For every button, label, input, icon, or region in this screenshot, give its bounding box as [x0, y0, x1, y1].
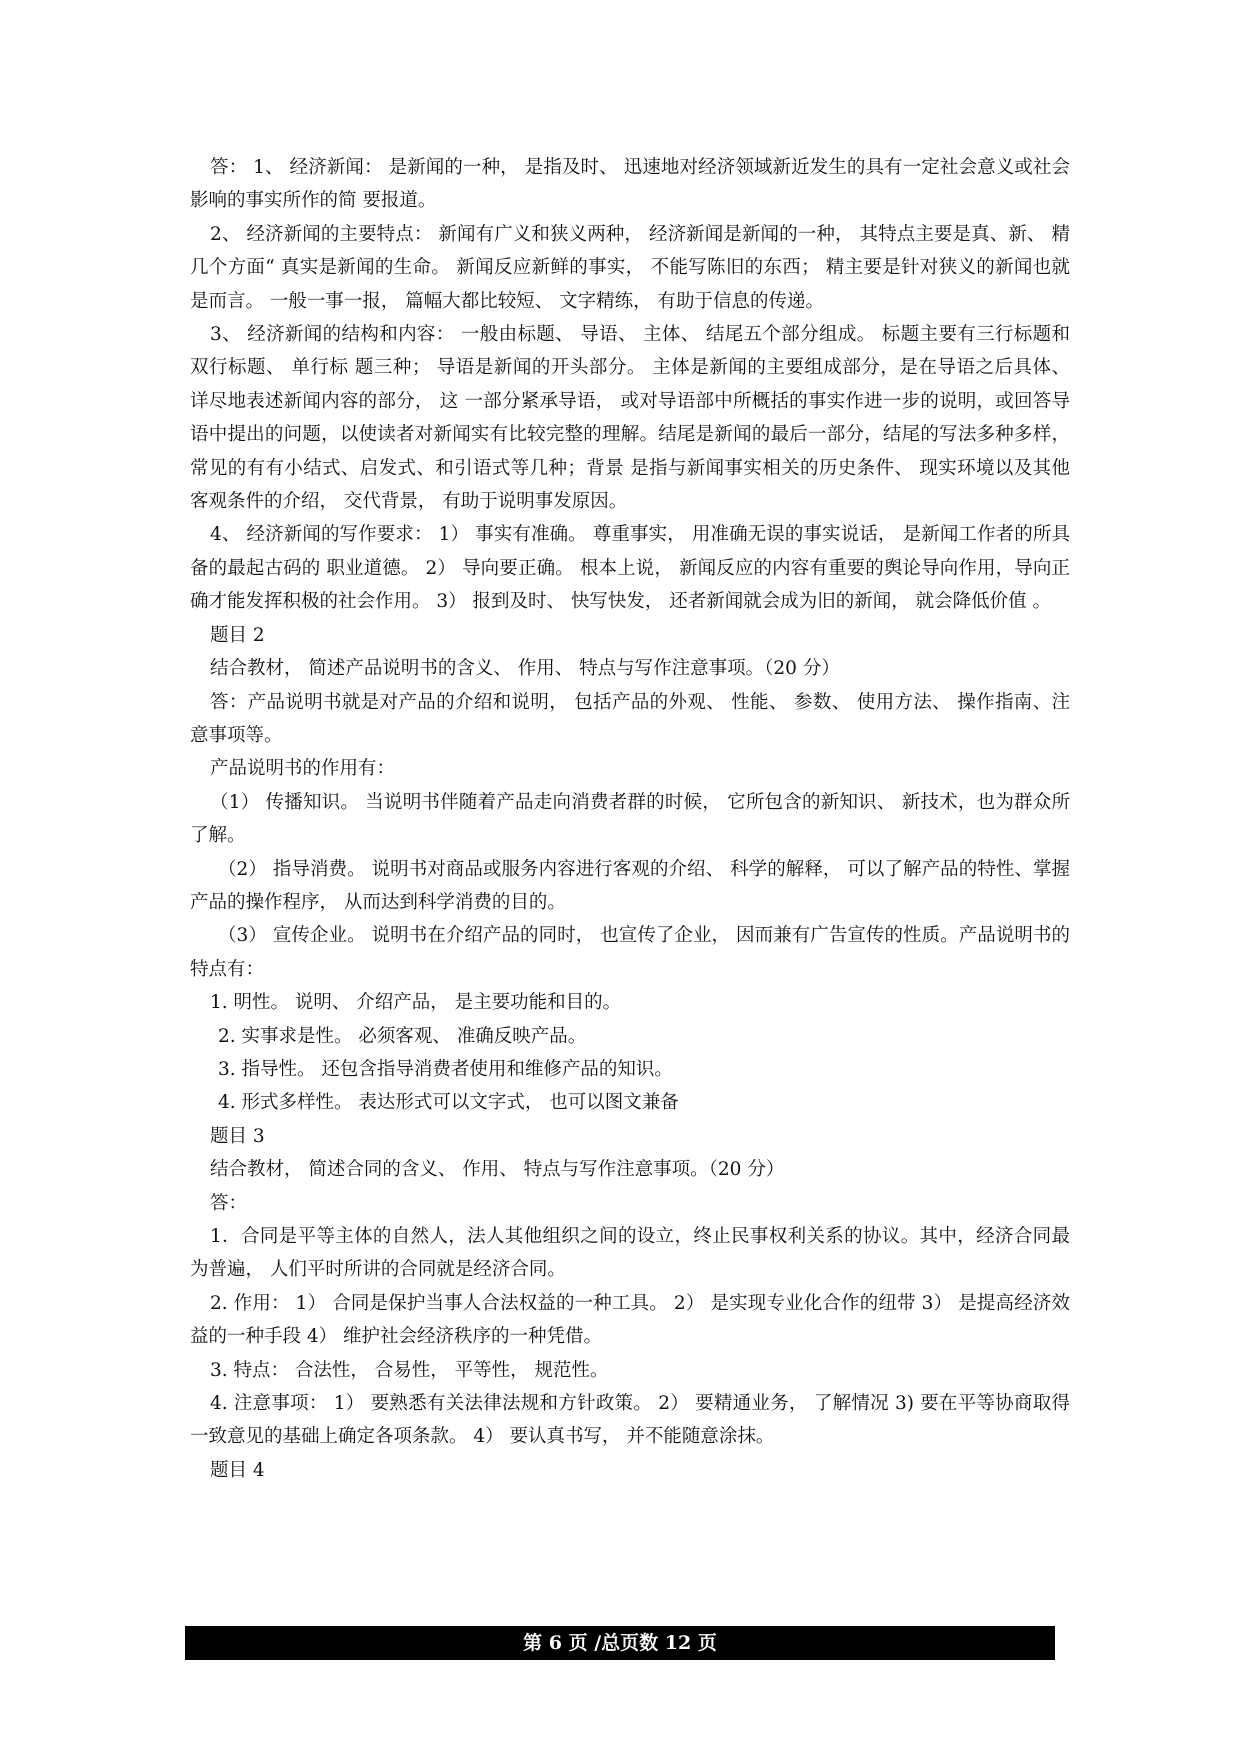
paragraph: 3. 特点： 合法性， 合易性， 平等性， 规范性。: [210, 1359, 609, 1381]
list-item: 3. 指导性。 还包含指导消费者使用和维修产品的知识。: [218, 1058, 673, 1080]
paragraph: （1） 传播知识。 当说明书伴随着产品走向消费者群的时候， 它所包含的新知识、 新技术，也为群众所了解。: [190, 791, 1070, 847]
page-footer: [185, 1626, 1055, 1660]
question-heading: 题目 4: [210, 1459, 265, 1481]
paragraph: （3） 宣传企业。 说明书在介绍产品的同时， 也宣传了企业， 因而兼有广告宣传的性质。产品说明书的特点有：: [190, 925, 1070, 980]
paragraph: 3、 经济新闻的结构和内容： 一般由标题、 导语、 主体、 结尾五个部分组成。 标题主要有三行标题和双行标题、 单行标 题三种； 导语是新闻的开头部分。 主体是新闻的主要组成部分，是在导语之后具体、 详尽地表述新闻内容的部分， 这 一部分紧承导语， 或对导语部中所概括的事实作进一步的说明，或回答导语中提出的问题，以使读者对新闻实有比较完整的理解。结尾是新闻的最后一部分，结尾的写法多种多样，常见的有有小结式、启发式、和引语式等几种；背景 是指与新闻事实相关的历史条件、 现实环境以及其他客观条件的介绍， 交代背景， 有助于说明事发原因。: [190, 324, 1070, 513]
paragraph: （2） 指导消费。 说明书对商品或服务内容进行客观的介绍、 科学的解释， 可以了解产品的特性、掌握产品的操作程序， 从而达到科学消费的目的。: [190, 858, 1070, 913]
paragraph: 产品说明书的作用有：: [210, 758, 396, 780]
paragraph: 答：产品说明书就是对产品的介绍和说明， 包括产品的外观、 性能、 参数、 使用方法、 操作指南、注意事项等。: [190, 691, 1070, 746]
list-item: 4. 形式多样性。 表达形式可以文字式， 也可以图文兼备: [218, 1092, 679, 1114]
list-item: 1. 明性。 说明、 介绍产品， 是主要功能和目的。: [210, 992, 622, 1014]
paragraph: 2. 作用： 1） 合同是保护当事人合法权益的一种工具。 2） 是实现专业化合作的纽带 3） 是提高经济效益的一种手段 4） 维护社会经济秩序的一种凭借。: [190, 1292, 1070, 1348]
paragraph: 答： 1、 经济新闻： 是新闻的一种， 是指及时、 迅速地对经济领域新近发生的具有一定社会意义或社会影响的事实所作的简 要报道。: [190, 157, 1070, 212]
page-number: 第 6 页 /总页数 12 页: [523, 1632, 717, 1654]
list-item: 2. 实事求是性。 必须客观、 准确反映产品。: [218, 1025, 587, 1047]
question-text: 结合教材， 简述合同的含义、 作用、 特点与写作注意事项。（20 分）: [210, 1159, 785, 1181]
paragraph: 2、 经济新闻的主要特点： 新闻有广义和狭义两种， 经济新闻是新闻的一种， 其特点主要是真、新、 精几个方面“ 真实是新闻的生命。 新闻反应新鲜的事实， 不能写陈旧的东西； 精主要是针对狭义的新闻也就是而言。 一般一事一报， 篇幅大都比较短、 文字精练， 有助于信息的传递。: [190, 223, 1070, 312]
paragraph: 4、 经济新闻的写作要求： 1） 事实有准确。 尊重事实， 用准确无误的事实说话， 是新闻工作者的所具备的最起古码的 职业道德。 2） 导向要正确。 根本上说， 新闻反应的内容有重要的舆论导向作用，导向正确才能发挥积极的社会作用。 3） 报到及时、 快写快发， 还者新闻就会成为旧的新闻， 就会降低价值 。: [190, 524, 1070, 613]
document-body: [190, 151, 1070, 1487]
paragraph: 1．合同是平等主体的自然人，法人其他组织之间的设立，终止民事权利关系的协议。其中，经济合同最为普遍， 人们平时所讲的合同就是经济合同。: [190, 1226, 1070, 1281]
question-heading: 题目 2: [210, 624, 265, 646]
paragraph: 答：: [210, 1192, 248, 1214]
question-text: 结合教材， 简述产品说明书的含义、 作用、 特点与写作注意事项。（20 分）: [210, 658, 840, 680]
paragraph: 4. 注意事项： 1） 要熟悉有关法律法规和方针政策。 2） 要精通业务， 了解情况 3) 要在平等协商取得一致意见的基础上确定各项条款。 4） 要认真书写， 并不能随意涂抹。: [190, 1393, 1070, 1448]
question-heading: 题目 3: [210, 1125, 265, 1147]
